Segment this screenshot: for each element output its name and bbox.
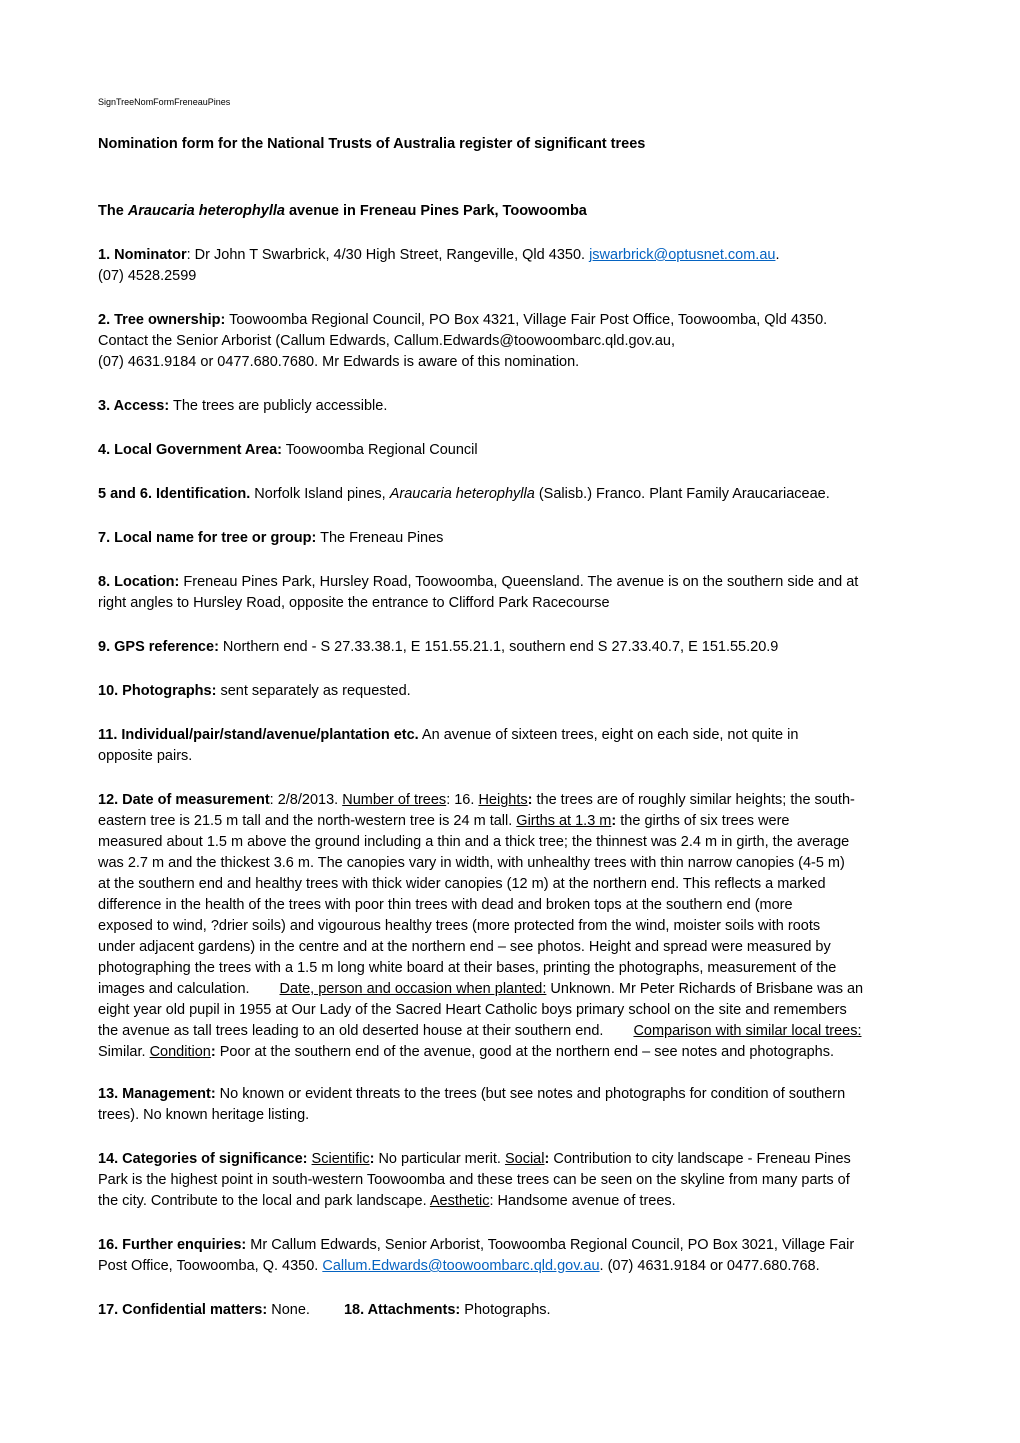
nominator-email-link[interactable]: jswarbrick@optusnet.com.au: [589, 247, 776, 263]
section-further-enquiries: 16. Further enquiries: Mr Callum Edwards, Senior Arborist, Toowoomba Regional Council, PO Box 3021, Village Fair Post Office, Toowoomba, Q. 4350. Callum.Edwards@toowoombarc.qld.gov.au. (07) 4631.9184 or 0477.680.768.: [98, 1237, 855, 1274]
arborist-email-link[interactable]: Callum.Edwards@toowoombarc.qld.gov.au: [322, 1258, 600, 1274]
file-header: SignTreeNomFormFreneauPines: [98, 97, 231, 107]
section-confidential-attachments: 17. Confidential matters: None. 18. Attachments: Photographs.: [98, 1302, 551, 1318]
document-subtitle: The Araucaria heterophylla avenue in Freneau Pines Park, Toowoomba: [98, 203, 587, 219]
section-grouping: 11. Individual/pair/stand/avenue/plantation etc. An avenue of sixteen trees, eight on each side, not quite in opposite pairs.: [98, 727, 799, 764]
section-measurement: 12. Date of measurement: 2/8/2013. Number of trees: 16. Heights: the trees are of roughly similar heights; the south- eastern tree is 21.5 m tall and the north-western tree is 24 m tall. Girths at 1.3 m: the girths of six trees were measured about 1.5 m above the ground including a thin and a thick tree; the thinnest was 2.4 m in girth, the average was 2.7 m and the thickest 3.6 m. The canopies vary in width, with unhealthy trees with thin narrow canopies (4-5 m) at the southern end and healthy trees with thick wider canopies (12 m) at the northern end. This reflects a marked difference in the health of the trees with poor thin trees with dead and broken tops at the southern end (more exposed to wind, ?drier soils) and vigourous healthy trees (more protected from the wind, moister soils with roots under adjacent gardens) in the centre and at the northern end – see photos. Height and spread were measured by photographing the trees with a 1.5 m long white board at their bases, printing the photographs, measurement of the images and calculation. Date, person and occasion when planted: Unknown. Mr Peter Richards of Brisbane was an eight year old pupil in 1955 at Our Lady of the Sacred Heart Catholic boys primary school on the site and remembers the avenue as tall trees leading to an old deserted house at their southern end. Comparison with similar local trees: Similar. Condition: Poor at the southern end of the avenue, good at the northern end – see notes and photographs.: [98, 792, 864, 1060]
section-photographs: 10. Photographs: sent separately as requested.: [98, 683, 411, 699]
section-identification: 5 and 6. Identification. Norfolk Island pines, Araucaria heterophylla (Salisb.) Franco. Plant Family Araucariaceae.: [98, 486, 830, 502]
section-local-government: 4. Local Government Area: Toowoomba Regional Council: [98, 442, 478, 458]
section-nominator: 1. Nominator: Dr John T Swarbrick, 4/30 High Street, Rangeville, Qld 4350. jswarbrick@optusnet.com.au. (07) 4528.2599: [98, 247, 780, 284]
section-management: 13. Management: No known or evident threats to the trees (but see notes and photographs for condition of southern trees). No known heritage listing.: [98, 1086, 846, 1123]
section-gps: 9. GPS reference: Northern end - S 27.33.38.1, E 151.55.21.1, southern end S 27.33.40.7, E 151.55.20.9: [98, 639, 779, 655]
section-location: 8. Location: Freneau Pines Park, Hursley Road, Toowoomba, Queensland. The avenue is on the southern side and at right angles to Hursley Road, opposite the entrance to Clifford Park Racecourse: [98, 574, 859, 611]
document-title: Nomination form for the National Trusts of Australia register of significant trees: [98, 136, 646, 152]
section-local-name: 7. Local name for tree or group: The Freneau Pines: [98, 530, 444, 546]
section-access: 3. Access: The trees are publicly accessible.: [98, 398, 388, 414]
section-tree-ownership: 2. Tree ownership: Toowoomba Regional Council, PO Box 4321, Village Fair Post Office, Toowoomba, Qld 4350. Contact the Senior Arborist (Callum Edwards, Callum.Edwards@toowoombarc.qld.gov.au, (07) 4631.9184 or 0477.680.7680. Mr Edwards is aware of this nomination.: [98, 312, 828, 370]
species-name: Araucaria heterophylla: [127, 203, 285, 219]
section-significance: 14. Categories of significance: Scientific: No particular merit. Social: Contribution to city landscape - Freneau Pines Park is the highest point in south-western Toowoomba and these trees can be seen on the skyline from many parts of the city. Contribute to the local and park landscape. Aesthetic: Handsome avenue of trees.: [98, 1151, 851, 1209]
